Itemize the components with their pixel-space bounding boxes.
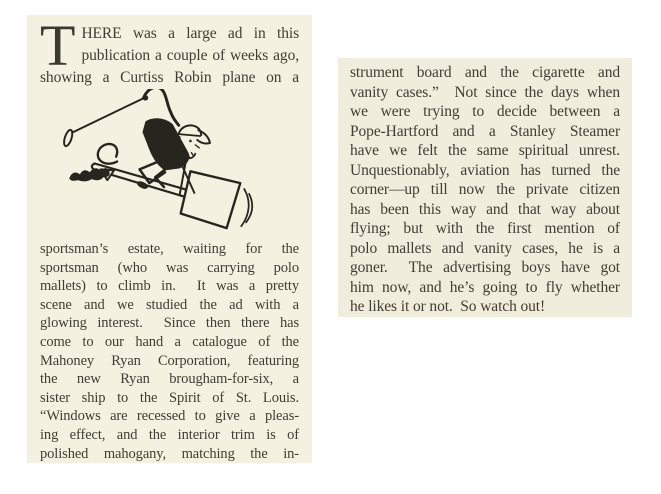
second-paragraph-lines: sportsman’s estate, waiting for the sportsman (who was carrying polo mallets) to climb in. It was a pretty scene and we studied the ad with a glowing interest. Since then there has come to our hand a catalogue of the Mahoney Ryan Corporation, featuring the new Ryan brougham-for-six, a sister ship to the Spirit of St. Louis. “Windows are recessed to give a pleas- ing effect, and the interior trim is of polished mahogany, matching the in- <box>40 241 299 462</box>
left-text-column <box>27 15 312 463</box>
opening-paragraph-lines: HERE was a large ad in this publication a couple of weeks ago, showing a Curtiss Robin plane on a <box>40 25 299 86</box>
sportsman-polo-mallet-plane-cartoon-illustration <box>32 89 298 237</box>
drop-cap: T <box>40 13 76 78</box>
right-text-column <box>338 58 632 317</box>
right-column-lines: strument board and the cigarette and vanity cases.” Not since the days when we were trying to decide between a Pope-Hartford and a Stanley Steamer have we felt the same spiritual unrest. Unquestionably, aviation has turned the corner—up till now the private citizen has been this way and that way about flying; but with the first mention of polo mallets and vanity cases, he is a goner. The advertising boys have got him now, and he’s going to fly whether he likes it or not. So watch out! <box>350 64 620 315</box>
opening-paragraph <box>40 13 299 89</box>
